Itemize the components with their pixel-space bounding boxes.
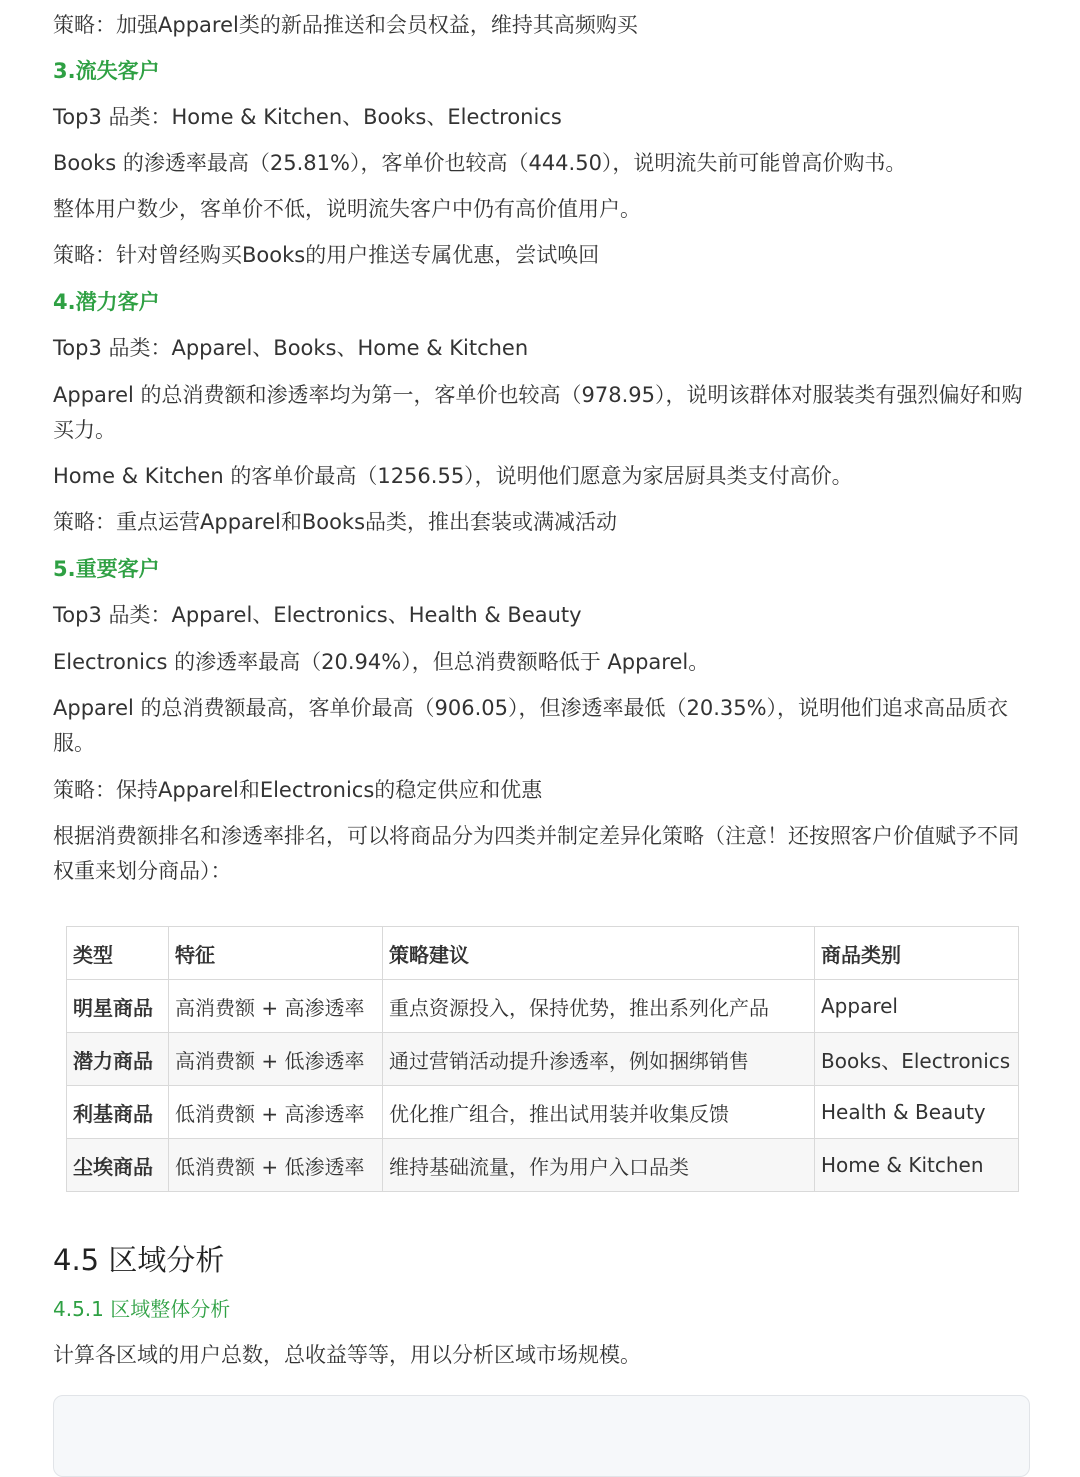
classification-intro: 根据消费额排名和渗透率排名，可以将商品分为四类并制定差异化策略（注意！还按照客户价值赋予不同权重来划分商品）： bbox=[53, 824, 1019, 883]
product-classification-table bbox=[66, 926, 1019, 1192]
segment5-heading: 5.重要客户 bbox=[53, 557, 160, 581]
segment3-strategy: 策略：针对曾经购买Books的用户推送专属优惠，尝试唤回 bbox=[53, 243, 600, 267]
row-feature: 高消费额 + 高渗透率 bbox=[169, 980, 383, 1033]
segment3-line2: 整体用户数少，客单价不低，说明流失客户中仍有高价值用户。 bbox=[53, 197, 641, 221]
row-strategy: 维持基础流量，作为用户入口品类 bbox=[383, 1139, 815, 1192]
segment4-line2: Home & Kitchen 的客单价最高（1256.55），说明他们愿意为家居厨具类支付高价。 bbox=[53, 464, 853, 488]
segment4-line1: Apparel 的总消费额和渗透率均为第一，客单价也较高（978.95），说明该群体对服装类有强烈偏好和购买力。 bbox=[53, 383, 1023, 442]
segment3-top3: Top3 品类：Home & Kitchen、Books、Electronics bbox=[53, 105, 562, 129]
row-category: Books、Electronics bbox=[815, 1033, 1019, 1086]
row-category: Health & Beauty bbox=[815, 1086, 1019, 1139]
segment4-heading: 4.潜力客户 bbox=[53, 290, 160, 314]
header-strategy: 策略建议 bbox=[383, 927, 815, 980]
header-feature: 特征 bbox=[169, 927, 383, 980]
table-row bbox=[67, 1139, 1019, 1192]
row-type: 尘埃商品 bbox=[67, 1139, 169, 1192]
row-category: Apparel bbox=[815, 980, 1019, 1033]
header-category: 商品类别 bbox=[815, 927, 1019, 980]
segment3-line1: Books 的渗透率最高（25.81%），客单价也较高（444.50），说明流失前可能曾高价购书。 bbox=[53, 151, 907, 175]
section-4-5-1-description: 计算各区域的用户总数，总收益等等，用以分析区域市场规模。 bbox=[53, 1343, 641, 1367]
row-feature: 高消费额 + 低渗透率 bbox=[169, 1033, 383, 1086]
table-header-row bbox=[67, 927, 1019, 980]
segment4-top3: Top3 品类：Apparel、Books、Home & Kitchen bbox=[53, 336, 529, 360]
row-type: 潜力商品 bbox=[67, 1033, 169, 1086]
segment5-top3: Top3 品类：Apparel、Electronics、Health & Beauty bbox=[53, 603, 582, 627]
row-type: 利基商品 bbox=[67, 1086, 169, 1139]
code-block bbox=[53, 1395, 1030, 1477]
table-row bbox=[67, 1086, 1019, 1139]
segment5-line2: Apparel 的总消费额最高，客单价最高（906.05），但渗透率最低（20.35%），说明他们追求高品质衣服。 bbox=[53, 696, 1009, 755]
segment5-line1: Electronics 的渗透率最高（20.94%），但总消费额略低于 Apparel。 bbox=[53, 650, 710, 674]
row-strategy: 通过营销活动提升渗透率，例如捆绑销售 bbox=[383, 1033, 815, 1086]
table-row bbox=[67, 980, 1019, 1033]
row-strategy: 优化推广组合，推出试用装并收集反馈 bbox=[383, 1086, 815, 1139]
row-category: Home & Kitchen bbox=[815, 1139, 1019, 1192]
row-feature: 低消费额 + 低渗透率 bbox=[169, 1139, 383, 1192]
segment4-strategy: 策略：重点运营Apparel和Books品类，推出套装或满减活动 bbox=[53, 510, 618, 534]
segment5-strategy: 策略：保持Apparel和Electronics的稳定供应和优惠 bbox=[53, 778, 543, 802]
segment3-heading: 3.流失客户 bbox=[53, 59, 160, 83]
segment2-strategy: 策略：加强Apparel类的新品推送和会员权益，维持其高频购买 bbox=[53, 13, 638, 37]
row-strategy: 重点资源投入，保持优势，推出系列化产品 bbox=[383, 980, 815, 1033]
row-type: 明星商品 bbox=[67, 980, 169, 1033]
row-feature: 低消费额 + 高渗透率 bbox=[169, 1086, 383, 1139]
section-4-5-1-heading: 4.5.1 区域整体分析 bbox=[53, 1297, 231, 1321]
section-4-5-heading: 4.5 区域分析 bbox=[53, 1243, 225, 1277]
table-row bbox=[67, 1033, 1019, 1086]
header-type: 类型 bbox=[67, 927, 169, 980]
